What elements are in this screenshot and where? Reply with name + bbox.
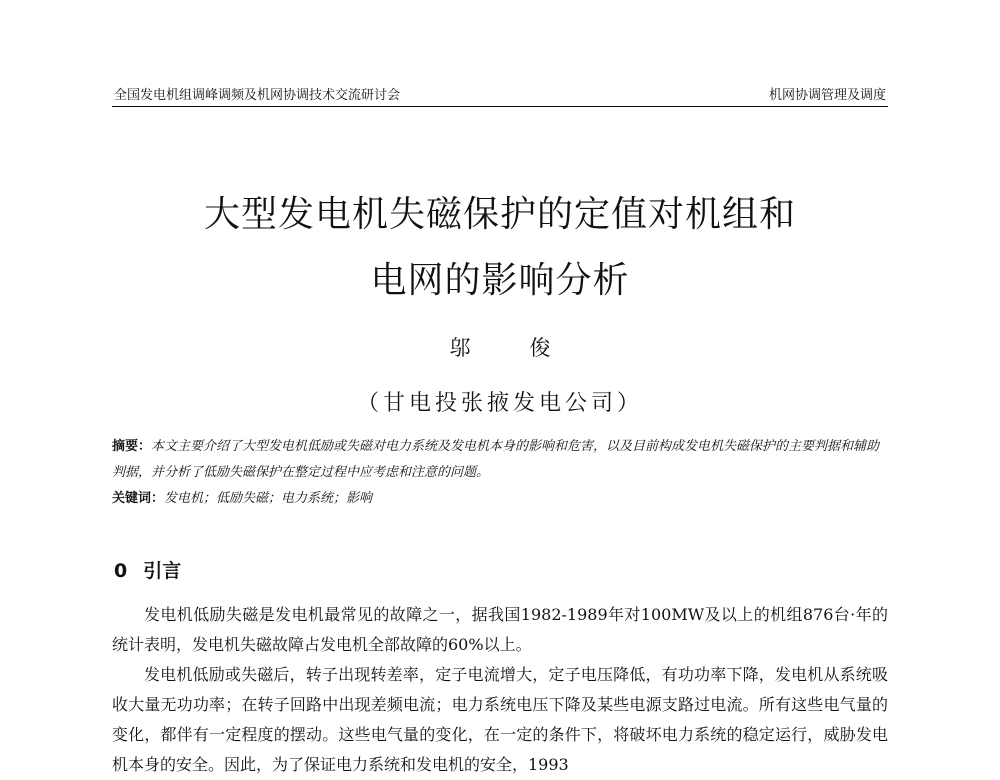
- header-section-name: 机网协调管理及调度: [768, 88, 886, 103]
- header-conference-name: 全国发电机组调峰调频及机网协调技术交流研讨会: [114, 88, 401, 103]
- section-number: 0: [114, 560, 128, 582]
- paragraph: 发电机低励或失磁后，转子出现转差率，定子电流增大，定子电压降低，有功功率下降，发电机从系统吸收大量无功功率；在转子回路中出现差频电流；电力系统电压下降及某些电源支路过电流。所有这些电气量的变化，都伴有一定程度的摆动。这些电气量的变化，在一定的条件下，将破坏电力系统的稳定运行，威胁发电机本身的安全。因此，为了保证电力系统和发电机的安全，1993: [112, 665, 888, 774]
- keywords: [112, 486, 888, 512]
- abstract: [112, 434, 888, 486]
- keywords-text: 发电机；低励失磁；电力系统；影响: [164, 491, 373, 506]
- paper-title-line-2: 电网的影响分析: [370, 260, 630, 301]
- author-affiliation: （甘电投张掖发电公司）: [356, 391, 643, 416]
- running-header: [112, 84, 888, 107]
- abstract-text: 本文主要介绍了大型发电机低励或失磁对电力系统及发电机本身的影响和危害，以及目前构成发电机失磁保护的主要判据和辅助判据，并分析了低励失磁保护在整定过程中应考虑和注意的问题。: [112, 439, 880, 480]
- section-heading: [114, 556, 181, 583]
- body-text: [112, 600, 888, 780]
- abstract-label: 摘要：: [112, 439, 152, 454]
- paper-title-line-1: 大型发电机失磁保护的定值对机组和: [203, 194, 796, 235]
- paragraph: 发电机低励失磁是发电机最常见的故障之一，据我国1982-1989年对100MW及以上的机组876台·年的统计表明，发电机失磁故障占发电机全部故障的60%以上。: [112, 605, 888, 654]
- author-name: 邬 俊: [449, 336, 577, 360]
- keywords-label: 关键词：: [112, 491, 165, 506]
- section-title: 引言: [143, 560, 182, 582]
